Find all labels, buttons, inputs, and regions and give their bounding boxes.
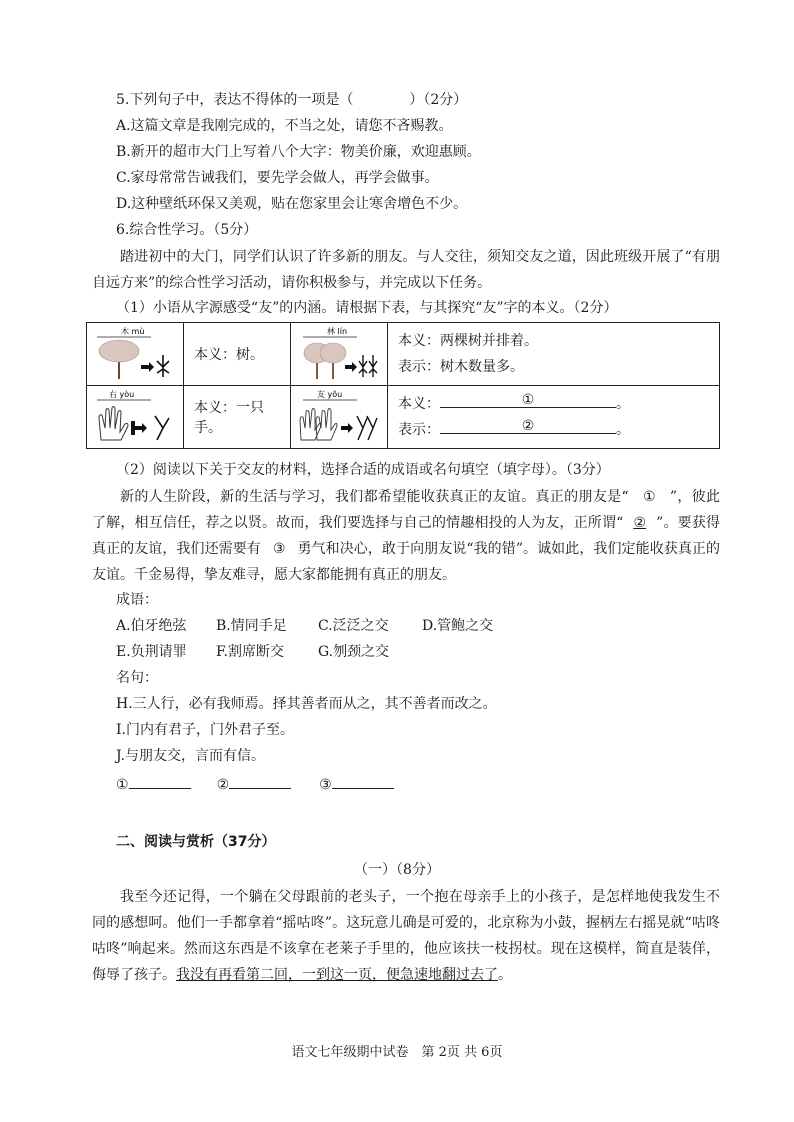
pic-cell-you-friend [291,386,388,449]
passage-part3: ”。要获得真正的友谊，我们还需要有 [92,515,720,557]
q6-stem: 6.综合性学习。（5分） [116,222,258,238]
pic-cell-lin [291,323,388,386]
end-mark-1: 。 [616,396,630,412]
quotes-label: 名句： [116,670,158,686]
reading-underlined-sentence: 我没有再看第二回，一到这一页，便急速地翻过去了 [176,967,498,983]
blank-1-marker: ① [521,392,535,408]
answer-num-2: ② [216,777,230,793]
page-footer: 语文七年级期中试卷 第 2页 共 6页 [291,1045,503,1060]
idioms-label: 成语： [116,592,158,608]
reading-passage [92,884,720,988]
end-mark-2: 。 [616,422,630,438]
meaning-lin-line2: 表示：树木数量多。 [398,359,524,375]
quote-j: J.与朋友交，言而有信。 [116,748,265,764]
reading-end-mark: 。 [498,967,512,983]
idiom-c: C.泛泛之交 [318,618,389,634]
meaning-you-right: 本义：一只手。 [184,386,291,449]
idiom-a: A.伯牙绝弦 [116,618,187,634]
answer-blank-1[interactable] [440,393,616,408]
pic-label-mu: 木 mù [121,327,145,336]
friendship-passage [92,484,720,588]
blank-2-marker: ② [521,418,535,434]
answer-blanks-row [116,774,394,795]
q5-option-a: A.这篇文章是我刚完成的，不当之处，请您不吝赐教。 [116,118,453,134]
passage-part4: 勇气和决心，敢于向朋友说“我的错”。诚如此，我们定能收获真正的友谊。千金易得，挚友难寻，愿大家都能拥有真正的朋友。 [92,541,720,583]
pic-label-you-friend: 友 yǒu [317,390,343,399]
pic-label-you-right: 右 yòu [109,390,135,399]
section2-subtitle: （一）（8分） [354,862,440,878]
idioms-row2 [116,642,389,662]
passage-slot2: ② [633,515,647,531]
passage-slot3: ③ [272,541,286,557]
answer-num-1: ① [116,777,129,793]
q6-task2: （2）阅读以下关于交友的材料，选择合适的成语或名句填空（填字母）。（3分） [116,462,610,478]
quote-h: H.三人行，必有我师焉。择其善者而从之，其不善者而改之。 [116,696,497,712]
answer-blank-2[interactable] [440,419,616,434]
reading-text: 我至今还记得，一个躺在父母跟前的老头子，一个抱在母亲手上的小孩子，是怎样地使我发生不同的感想呵。他们一手都拿着“摇咕咚”。这玩意儿确是可爱的，北京称为小鼓，握柄左右摇晃就“咕咚咕咚”响起来。然而这东西是不该拿在老莱子手里的，他应该扶一枝拐杖。现在这模样，简直是装佯，侮辱了孩子。 [92,889,720,983]
q5-option-c: C.家母常常告诫我们，要先学会做人，再学会做事。 [116,170,439,186]
idiom-f: F.割席断交 [216,644,284,660]
q5-option-b: B.新开的超市大门上写着八个大字：物美价廉，欢迎惠顾。 [116,144,481,160]
section2-title: 二、阅读与赏析（37分） [116,834,276,850]
meaning-you-prefix2: 表示： [398,422,440,438]
meaning-you-prefix1: 本义： [398,396,440,412]
answer-num-3: ③ [319,777,332,793]
idiom-e: E.负荆请罪 [116,644,187,660]
etymology-table [86,322,720,449]
idioms-row1 [116,616,493,636]
quote-i: I.门内有君子，门外君子至。 [116,722,294,738]
idiom-d: D.管鲍之交 [422,618,494,634]
answer-line-2[interactable] [229,774,291,789]
forest-picture-icon [295,325,383,383]
meaning-you-friend [388,386,720,449]
meaning-lin [388,323,720,386]
tree-picture-icon [91,325,179,383]
pic-label-lin: 林 lín [327,327,348,336]
q6-task1: （1）小语从字源感受“友”的内涵。请根据下表，与其探究“友”字的本义。（2分） [116,300,618,316]
two-hands-picture-icon [295,388,383,446]
answer-line-3[interactable] [332,774,394,789]
meaning-lin-line1: 本义：两棵树并排着。 [398,333,538,349]
pic-cell-mu [87,323,184,386]
idiom-b: B.情同手足 [216,618,287,634]
pic-cell-you-right [87,386,184,449]
q5-option-d: D.这种壁纸环保又美观，贴在您家里会让寒舍增色不少。 [116,196,468,212]
passage-part1: 新的人生阶段，新的生活与学习，我们都希望能收获真正的友谊。真正的朋友是“ [120,489,629,505]
meaning-mu: 本义：树。 [184,323,291,386]
answer-line-1[interactable] [129,774,191,789]
passage-part2: ”，彼此了解，相互信任，荐之以贤。故而，我们要选择与自己的情趣相投的人为友，正所谓“ [92,489,720,531]
q6-intro: 踏进初中的大门，同学们认识了许多新的朋友。与人交往，须知交友之道，因此班级开展了“有朋自远方来”的综合性学习活动，请你积极参与，并完成以下任务。 [92,249,720,291]
meaning-you-line2 [398,417,709,443]
q5-stem: 5.下列句子中，表达不得体的一项是（ ）（2分） [116,92,468,108]
idiom-g: G.刎颈之交 [318,644,390,660]
hand-picture-icon [91,388,179,446]
passage-slot1: ① [642,489,656,505]
